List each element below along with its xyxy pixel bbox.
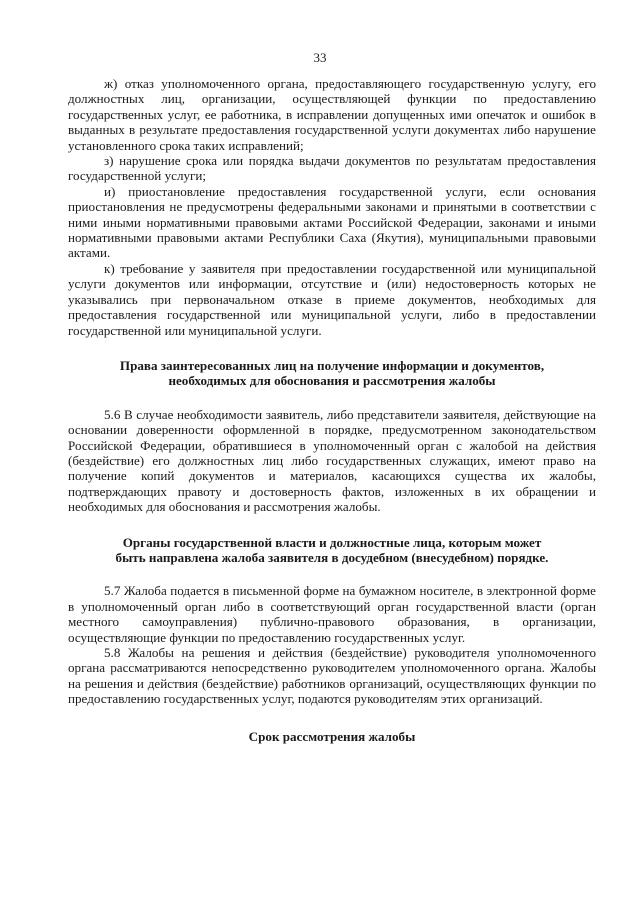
heading-line: необходимых для обоснования и рассмотрения жалобы xyxy=(168,373,496,389)
section-heading-review-period: Срок рассмотрения жалобы xyxy=(248,728,416,744)
heading-line: Органы государственной власти и должностные лица, которым может xyxy=(122,534,542,550)
paragraph-z: з) нарушение срока или порядка выдачи документов по результатам предоставления государственной услуги; xyxy=(68,153,596,184)
paragraph-i: и) приостановление предоставления государственной услуги, если основания приостановления не предусмотрены федеральными законами и принятыми в соответствии с ними иными нормативными правовыми актами Российской Федерации, законами и иными нормативными правовыми актами Республики Саха (Якутия), муниципальными правовыми актами. xyxy=(68,183,596,261)
section-heading-rights xyxy=(68,358,596,389)
paragraph-k: к) требование у заявителя при предоставлении государственной или муниципальной услуги документов или информации, отсутствие и (или) недостоверность которых не указывались при первоначальном отказе в приеме документов, необходимых для предоставления государственной или муниципальной услуги, либо в предоставлении государственной или муниципальной услуги. xyxy=(68,260,596,338)
paragraph-5-7: 5.7 Жалоба подается в письменной форме на бумажном носителе, в электронной форме в уполномоченный орган либо в соответствующий орган государственной власти (орган местного самоуправления) публично-правового образования, в организации, осуществляющие функции по предоставлению государственных услуг. xyxy=(68,583,596,645)
paragraph-5-8: 5.8 Жалобы на решения и действия (бездействие) руководителя уполномоченного органа рассматриваются непосредственно руководителем уполномоченного органа. Жалобы на решения и действия (бездействие) работников организаций, осуществляющих функции по предоставлению государственных услуг, подаются руководителям этих организаций. xyxy=(68,645,596,707)
paragraph-5-6: 5.6 В случае необходимости заявитель, либо представители заявителя, действующие на основании доверенности оформленной в порядке, предусмотренном законодательством Российской Федерации, обратившиеся в уполномоченный орган с жалобой на действия (бездействие) его должностных лиц либо государственных служащих, имеют право на получение копий документов и материалов, касающихся существа их жалобы, подтверждающих правоту и достоверность фактов, изложенных в их обращении и необходимых для обоснования и рассмотрения жалобы. xyxy=(68,406,596,515)
document-body xyxy=(68,76,596,744)
heading-line: Права заинтересованных лиц на получение информации и документов, xyxy=(119,357,545,373)
section-heading-authorities xyxy=(68,535,596,566)
heading-line: быть направлена жалоба заявителя в досудебном (внесудебном) порядке. xyxy=(115,549,549,565)
page-number: 33 xyxy=(313,50,327,65)
paragraph-zh: ж) отказ уполномоченного органа, предоставляющего государственную услугу, его должностных лиц, организации, осуществляющей функции по предоставлению государственных услуг, ее работника, в исправлении допущенных ими опечаток и ошибок в выданных в результате предоставления государственной услуги документах либо нарушение установленного срока таких исправлений; xyxy=(68,76,596,153)
